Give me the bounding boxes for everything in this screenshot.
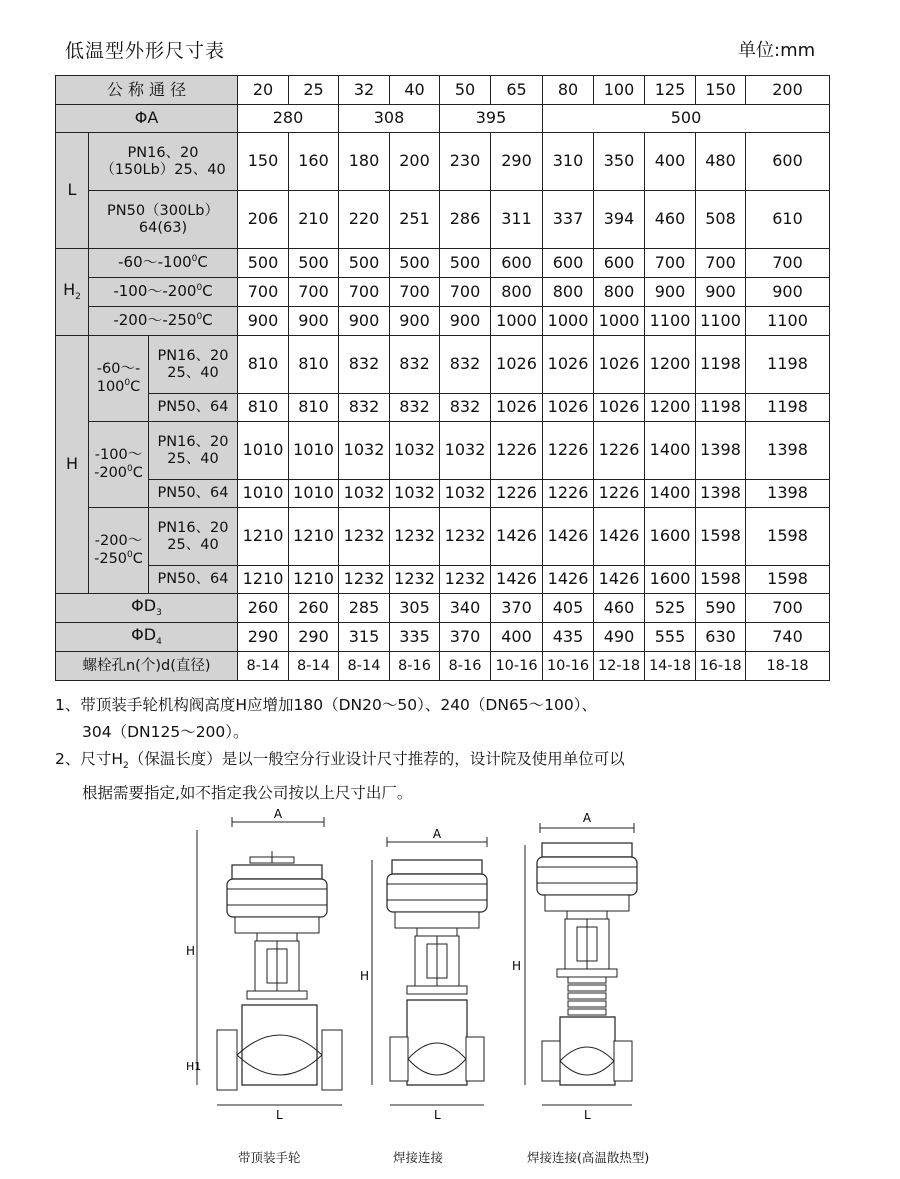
dim-h-label-3: H — [512, 959, 522, 973]
dim-h1-label-1: H1 — [186, 1060, 202, 1073]
value-cell: 335 — [390, 623, 440, 652]
value-cell: 700 — [746, 594, 830, 623]
value-cell: 206 — [238, 191, 289, 249]
value-cell: 150 — [238, 133, 289, 191]
value-cell: 1226 — [543, 480, 594, 508]
size-cell: 125 — [645, 76, 696, 105]
h-pressure: PN50、64 — [149, 394, 238, 422]
value-cell: 1032 — [440, 480, 491, 508]
value-cell: 1100 — [746, 307, 830, 336]
dim-a-label-1: A — [273, 807, 283, 821]
value-cell: 1232 — [339, 566, 390, 594]
value-cell: 310 — [543, 133, 594, 191]
caption-handwheel: 带顶装手轮 — [238, 1150, 301, 1165]
value-cell: 1598 — [746, 566, 830, 594]
value-cell: 1398 — [746, 422, 830, 480]
h-label: H — [56, 336, 89, 594]
value-cell: 480 — [696, 133, 746, 191]
value-cell: 1232 — [440, 566, 491, 594]
nominal-size-header: 公 称 通 径 — [56, 76, 238, 105]
value-cell: 394 — [594, 191, 645, 249]
value-cell: 700 — [645, 249, 696, 278]
dim-h-label-2: H — [360, 969, 370, 983]
phi-d3-label: $\Phi D_3$ — [56, 594, 238, 623]
size-cell: 20 — [238, 76, 289, 105]
value-cell: 700 — [746, 249, 830, 278]
size-cell: 40 — [390, 76, 440, 105]
dim-l-label-1: L — [276, 1108, 283, 1122]
value-cell: 308 — [339, 105, 440, 133]
value-cell: 286 — [440, 191, 491, 249]
value-cell: 260 — [238, 594, 289, 623]
value-cell: 16-18 — [696, 652, 746, 681]
value-cell: 1026 — [543, 336, 594, 394]
size-cell: 150 — [696, 76, 746, 105]
value-cell: 1000 — [491, 307, 543, 336]
value-cell: 900 — [746, 278, 830, 307]
value-cell: 1226 — [491, 422, 543, 480]
value-cell: 305 — [390, 594, 440, 623]
value-cell: 1198 — [746, 336, 830, 394]
value-cell: 1032 — [390, 480, 440, 508]
value-cell: 10-16 — [491, 652, 543, 681]
value-cell: 1210 — [289, 566, 339, 594]
value-cell: 1226 — [594, 480, 645, 508]
value-cell: 500 — [339, 249, 390, 278]
value-cell: 180 — [339, 133, 390, 191]
size-cell: 100 — [594, 76, 645, 105]
value-cell: 800 — [594, 278, 645, 307]
value-cell: 1600 — [645, 508, 696, 566]
value-cell: 500 — [238, 249, 289, 278]
notes — [55, 692, 625, 807]
value-cell: 900 — [645, 278, 696, 307]
value-cell: 10-16 — [543, 652, 594, 681]
size-cell: 80 — [543, 76, 594, 105]
value-cell: 200 — [390, 133, 440, 191]
value-cell: 832 — [339, 394, 390, 422]
h2-label: $H_2$ — [56, 249, 89, 336]
value-cell: 900 — [339, 307, 390, 336]
h2-temp-range: $-60\sim-100^0C$ — [89, 249, 238, 278]
value-cell: 160 — [289, 133, 339, 191]
value-cell: 500 — [440, 249, 491, 278]
value-cell: 700 — [339, 278, 390, 307]
value-cell: 630 — [696, 623, 746, 652]
value-cell: 400 — [645, 133, 696, 191]
value-cell: 18-18 — [746, 652, 830, 681]
value-cell: 810 — [238, 336, 289, 394]
value-cell: 700 — [390, 278, 440, 307]
value-cell: 1032 — [440, 422, 491, 480]
value-cell: 1598 — [696, 566, 746, 594]
l-label: L — [56, 133, 89, 249]
value-cell: 700 — [238, 278, 289, 307]
h2-temp-range: $-100\sim-200^0C$ — [89, 278, 238, 307]
value-cell: 900 — [390, 307, 440, 336]
value-cell: 370 — [491, 594, 543, 623]
dim-l-label-3: L — [584, 1108, 591, 1122]
value-cell: 700 — [696, 249, 746, 278]
value-cell: 1100 — [696, 307, 746, 336]
value-cell: 8-16 — [390, 652, 440, 681]
value-cell: 400 — [491, 623, 543, 652]
value-cell: 1198 — [696, 336, 746, 394]
value-cell: 1232 — [390, 508, 440, 566]
dim-l-label-2: L — [434, 1108, 441, 1122]
value-cell: 12-18 — [594, 652, 645, 681]
value-cell: 290 — [491, 133, 543, 191]
value-cell: 395 — [440, 105, 543, 133]
value-cell: 1026 — [543, 394, 594, 422]
value-cell: 1226 — [594, 422, 645, 480]
phi-d4-label: $\Phi D_4$ — [56, 623, 238, 652]
value-cell: 800 — [543, 278, 594, 307]
value-cell: 405 — [543, 594, 594, 623]
value-cell: 1026 — [491, 394, 543, 422]
value-cell: 508 — [696, 191, 746, 249]
value-cell: 1426 — [594, 508, 645, 566]
value-cell: 832 — [390, 336, 440, 394]
value-cell: 290 — [238, 623, 289, 652]
value-cell: 1400 — [645, 480, 696, 508]
value-cell: 500 — [543, 105, 830, 133]
value-cell: 8-14 — [238, 652, 289, 681]
caption-welded: 焊接连接 — [393, 1150, 444, 1165]
value-cell: 1198 — [746, 394, 830, 422]
size-cell: 25 — [289, 76, 339, 105]
value-cell: 1598 — [696, 508, 746, 566]
value-cell: 220 — [339, 191, 390, 249]
unit-label: 单位:mm — [738, 40, 816, 61]
value-cell: 210 — [289, 191, 339, 249]
h2-temp-range: $-200\sim-250^0C$ — [89, 307, 238, 336]
value-cell: 8-16 — [440, 652, 491, 681]
h-pressure: PN50、64 — [149, 566, 238, 594]
value-cell: 1210 — [238, 508, 289, 566]
value-cell: 1398 — [696, 422, 746, 480]
note-2-line-1: 2、尺寸$H_2$（保温长度）是以一般空分行业设计尺寸推荐的，设计院及使用单位可以 — [55, 750, 625, 772]
value-cell: 280 — [238, 105, 339, 133]
value-cell: 8-14 — [289, 652, 339, 681]
value-cell: 460 — [645, 191, 696, 249]
value-cell: 1232 — [390, 566, 440, 594]
value-cell: 832 — [440, 336, 491, 394]
dim-a-label-2: A — [432, 827, 442, 841]
h-pressure: PN16、20 25、40 — [149, 508, 238, 566]
value-cell: 1026 — [594, 336, 645, 394]
value-cell: 500 — [390, 249, 440, 278]
value-cell: 1600 — [645, 566, 696, 594]
value-cell: 251 — [390, 191, 440, 249]
value-cell: 810 — [238, 394, 289, 422]
value-cell: 260 — [289, 594, 339, 623]
value-cell: 1210 — [289, 508, 339, 566]
value-cell: 1000 — [594, 307, 645, 336]
value-cell: 340 — [440, 594, 491, 623]
size-cell: 50 — [440, 76, 491, 105]
h-temp-range: -60～- $100^0C$ — [89, 336, 149, 422]
value-cell: 1032 — [339, 422, 390, 480]
value-cell: 1426 — [543, 508, 594, 566]
value-cell: 337 — [543, 191, 594, 249]
size-cell: 200 — [746, 76, 830, 105]
size-cell: 65 — [491, 76, 543, 105]
value-cell: 370 — [440, 623, 491, 652]
value-cell: 460 — [594, 594, 645, 623]
h-temp-range: -100～ $-200^0C$ — [89, 422, 149, 508]
dim-h-label-1: H — [186, 944, 196, 958]
value-cell: 1398 — [746, 480, 830, 508]
h-temp-range: -200～ $-250^0C$ — [89, 508, 149, 594]
value-cell: 1226 — [543, 422, 594, 480]
value-cell: 1032 — [339, 480, 390, 508]
value-cell: 490 — [594, 623, 645, 652]
value-cell: 1400 — [645, 422, 696, 480]
value-cell: 350 — [594, 133, 645, 191]
h-pressure: PN16、20 25、40 — [149, 336, 238, 394]
value-cell: 1232 — [440, 508, 491, 566]
value-cell: 1232 — [339, 508, 390, 566]
value-cell: 1100 — [645, 307, 696, 336]
dimension-table — [55, 75, 830, 681]
value-cell: 800 — [491, 278, 543, 307]
value-cell: 900 — [696, 278, 746, 307]
value-cell: 14-18 — [645, 652, 696, 681]
value-cell: 1010 — [289, 480, 339, 508]
value-cell: 1226 — [491, 480, 543, 508]
value-cell: 1026 — [491, 336, 543, 394]
value-cell: 435 — [543, 623, 594, 652]
value-cell: 1200 — [645, 336, 696, 394]
value-cell: 230 — [440, 133, 491, 191]
value-cell: 740 — [746, 623, 830, 652]
value-cell: 832 — [390, 394, 440, 422]
phi-a-label: ΦA — [56, 105, 238, 133]
value-cell: 1010 — [238, 480, 289, 508]
valve-drawings — [180, 805, 740, 1145]
dim-a-label-3: A — [582, 811, 592, 825]
value-cell: 1198 — [696, 394, 746, 422]
value-cell: 500 — [289, 249, 339, 278]
value-cell: 1210 — [238, 566, 289, 594]
value-cell: 290 — [289, 623, 339, 652]
value-cell: 600 — [491, 249, 543, 278]
value-cell: 590 — [696, 594, 746, 623]
size-cell: 32 — [339, 76, 390, 105]
value-cell: 1010 — [289, 422, 339, 480]
value-cell: 700 — [289, 278, 339, 307]
valve-drawing-welded-cooling — [512, 811, 637, 1122]
value-cell: 1398 — [696, 480, 746, 508]
value-cell: 8-14 — [339, 652, 390, 681]
value-cell: 600 — [594, 249, 645, 278]
value-cell: 1200 — [645, 394, 696, 422]
value-cell: 832 — [440, 394, 491, 422]
note-2-line-2: 根据需要指定,如不指定我公司按以上尺寸出厂。 — [82, 784, 413, 803]
value-cell: 1000 — [543, 307, 594, 336]
value-cell: 1426 — [491, 566, 543, 594]
caption-welded-cooling: 焊接连接(高温散热型) — [527, 1150, 650, 1165]
value-cell: 1010 — [238, 422, 289, 480]
value-cell: 600 — [746, 133, 830, 191]
value-cell: 311 — [491, 191, 543, 249]
value-cell: 525 — [645, 594, 696, 623]
h-pressure: PN16、20 25、40 — [149, 422, 238, 480]
page-title: 低温型外形尺寸表 — [65, 40, 226, 62]
value-cell: 555 — [645, 623, 696, 652]
value-cell: 900 — [289, 307, 339, 336]
value-cell: 1026 — [594, 394, 645, 422]
value-cell: 1032 — [390, 422, 440, 480]
value-cell: 600 — [543, 249, 594, 278]
value-cell: 810 — [289, 336, 339, 394]
value-cell: 900 — [440, 307, 491, 336]
valve-drawing-handwheel — [186, 807, 342, 1122]
value-cell: 1598 — [746, 508, 830, 566]
value-cell: 900 — [238, 307, 289, 336]
value-cell: 1426 — [594, 566, 645, 594]
bolt-label: 螺栓孔n(个)d(直径) — [56, 652, 238, 681]
value-cell: 1426 — [543, 566, 594, 594]
value-cell: 832 — [339, 336, 390, 394]
l-condition: PN50（300Lb） 64(63) — [89, 191, 238, 249]
note-1-line-1: 1、带顶装手轮机构阀高度H应增加180（DN20～50）、240（DN65～100）、 — [55, 696, 598, 714]
value-cell: 1426 — [491, 508, 543, 566]
l-condition: PN16、20 （150Lb）25、40 — [89, 133, 238, 191]
value-cell: 610 — [746, 191, 830, 249]
value-cell: 315 — [339, 623, 390, 652]
h-pressure: PN50、64 — [149, 480, 238, 508]
valve-drawing-welded — [360, 827, 487, 1122]
value-cell: 285 — [339, 594, 390, 623]
note-1-line-2: 304（DN125～200）。 — [82, 723, 249, 741]
value-cell: 700 — [440, 278, 491, 307]
value-cell: 810 — [289, 394, 339, 422]
